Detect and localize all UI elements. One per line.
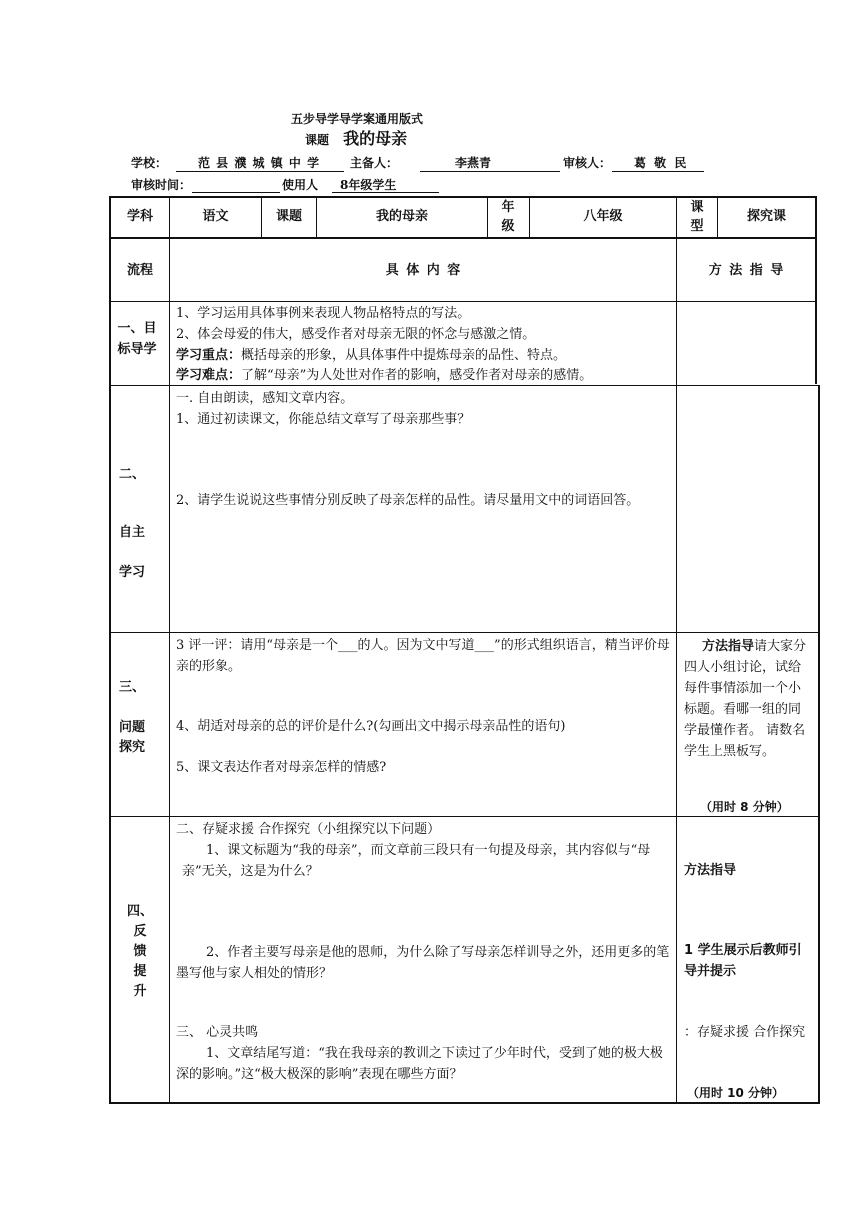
user-value: 8年级学生 [340,178,397,192]
review-time-label: 审核时间： [131,178,192,192]
section3-method-bold: 方法指导 [702,639,755,654]
section4-label-3: 提 [133,964,147,979]
section3-time: （用时 8 分钟） [700,800,789,814]
section4-label-0: 四、 [126,904,153,919]
reviewer-label: 审核人： [563,156,612,170]
topic-value: 我的母亲 [375,209,428,224]
type-value: 探究课 [746,209,786,224]
section4-line-3: 2、作者主要写母亲是他的恩师，为什么除了写母亲怎样训导之外，还用更多的笔墨写他与家人相处的情形？ [176,945,670,981]
section4-line-5: 1、文章结尾写道：“我在我母亲的教训之下读过了少年时代，受到了她的极大极深的影响。”这“极大极深的影响”表现在哪些方面？ [176,1046,663,1082]
section1-difficulty [176,365,592,386]
user-label: 使用人 [282,178,319,192]
section3-line-3: 5、课文表达作者对母亲怎样的情感? [176,760,387,775]
lesson-title: 我的母亲 [343,129,408,148]
focus-label: 学习重点： [176,348,242,363]
section1-line-2: 2、体会母爱的伟大，感受作者对母亲无限的怀念与感激之情。 [176,327,536,342]
reviewer-underline [612,171,704,172]
section4-method-3: ：存疑求援 合作探究 [684,1025,806,1040]
section4-label-2: 馈 [133,944,147,959]
section4-label-1: 反 [133,924,147,939]
section3-label-num: 三、 [119,680,146,695]
school-value: 范 县 濮 城 镇 中 学 [198,156,320,170]
user-underline [332,192,439,193]
section3-label-b: 探究 [119,740,146,755]
preparer-value: 李燕青 [455,156,492,170]
section2-label-num: 二、 [119,467,146,482]
section1-line-1: 1、学习运用具体事例来表现人物品格特点的写法。 [176,306,471,321]
section4-line-4: 三、 心灵共鸣 [176,1025,259,1040]
school-label: 学校： [131,156,168,170]
method-header: 方 法 指 导 [708,263,784,278]
subject-value: 语文 [202,209,229,224]
review-time-underline [192,192,280,193]
type-label: 课型 [690,200,704,234]
flow-header: 流程 [126,263,153,278]
section2-line-1: 一. 自由朗读，感知文章内容。 [176,391,354,406]
subject-label: 学科 [126,209,153,224]
grade-value: 八年级 [583,209,623,224]
preparer-label: 主备人： [350,156,399,170]
section1-label: 一、目标导学 [117,321,157,357]
section1-focus [176,345,566,366]
focus-text: 概括母亲的形象，从具体事件中提炼母亲的品性、特点。 [241,348,567,363]
section2-label-a: 自主 [119,525,146,540]
section2-label-b: 学习 [119,565,146,580]
difficulty-text: 了解“母亲”为人处世对作者的影响，感受作者对母亲的感情。 [241,368,593,383]
preparer-underline [420,171,560,172]
grade-label: 年级 [501,200,515,234]
section3-line-1: 3 评一评：请用“母亲是一个___的人。因为文中写道___”的形式组织语言，精当评价母亲的形象。 [176,638,670,674]
section4-line-2: 1、课文标题为“我的母亲”，而文章前三段只有一句提及母亲，其内容似与“母亲”无关，这是为什么？ [182,843,651,879]
section3-method-text: 请大家分四人小组讨论，试给每件事情添加一个小标题。看哪一组的同学最懂作者。 请数名学生上黑板写。 [684,639,807,759]
lesson-label: 课题 [305,133,330,147]
section4-line-1: 二、存疑求援 合作探究（小组探究以下问题） [176,822,441,837]
section4-label [120,902,160,1002]
section3-label-a: 问题 [119,720,146,735]
lesson-title-line [305,126,407,149]
section4-method-2: 1 学生展示后教师引导并提示 [684,943,802,979]
section2-line-3: 2、请学生说说这些事情分别反映了母亲怎样的品性。请尽量用文中的词语回答。 [176,493,640,508]
section4-label-4: 升 [133,984,147,999]
section3-method [684,636,810,762]
school-underline [176,171,344,172]
section3-line-2: 4、胡适对母亲的总的评价是什么?(勾画出文中揭示母亲品性的语句) [176,719,566,734]
section4-time: （用时 10 分钟） [687,1086,785,1100]
reviewer-value: 葛 敬 民 [634,156,687,170]
topic-label: 课题 [275,209,302,224]
section4-method-1: 方法指导 [684,863,737,878]
content-header: 具 体 内 容 [385,263,461,278]
section2-line-2: 1、通过初读课文，你能总结文章写了母亲那些事？ [176,412,471,427]
difficulty-label: 学习难点： [176,368,242,383]
doc-header-title: 五步导学导学案通用版式 [291,112,424,126]
